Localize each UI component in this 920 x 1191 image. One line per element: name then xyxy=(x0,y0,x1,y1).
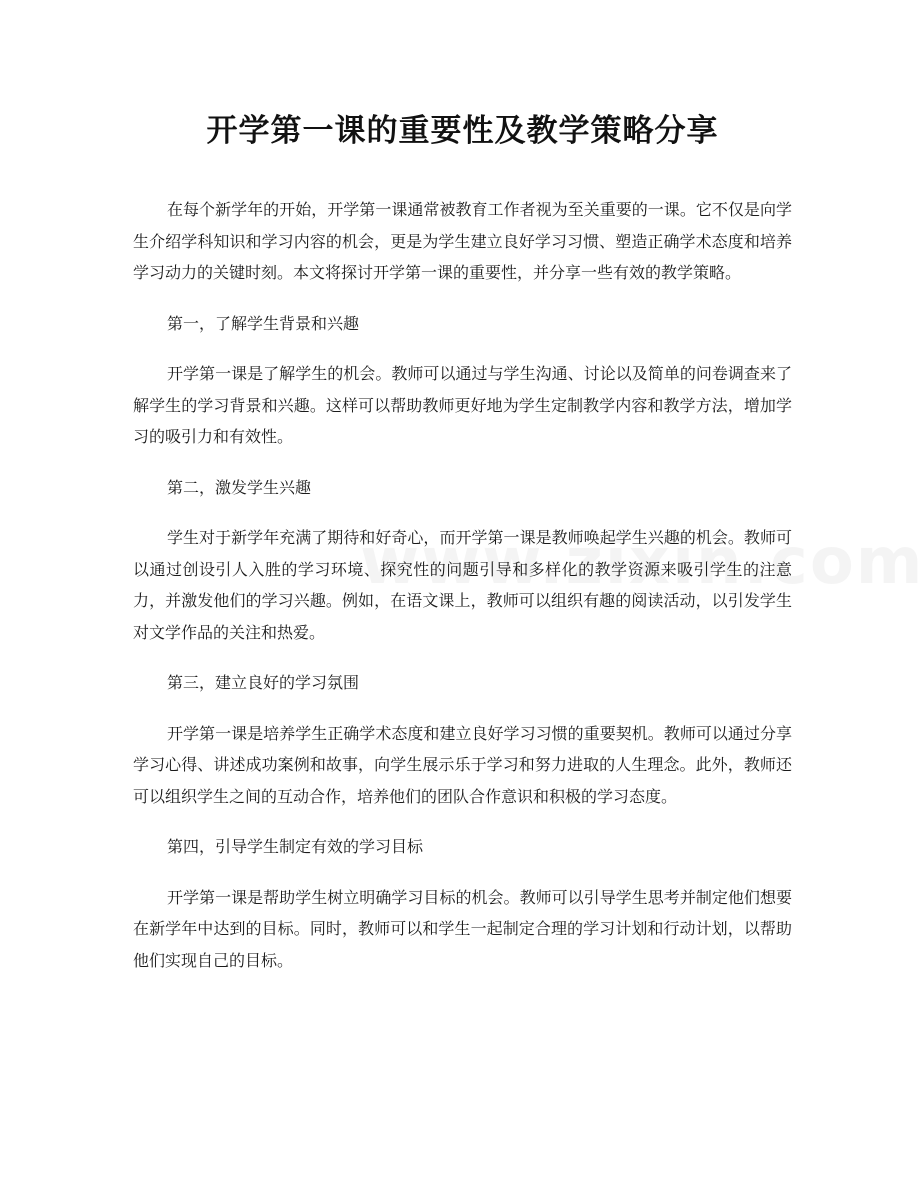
intro-paragraph: 在每个新学年的开始，开学第一课通常被教育工作者视为至关重要的一课。它不仅是向学生介绍学科知识和学习内容的机会，更是为学生建立良好学习习惯、塑造正确学术态度和培养学习动力的关键时刻。本文将探讨开学第一课的重要性，并分享一些有效的教学策略。 xyxy=(133,200,792,282)
section-heading-1: 第一，了解学生背景和兴趣 xyxy=(167,313,360,333)
section-body-4: 开学第一课是帮助学生树立明确学习目标的机会。教师可以引导学生思考并制定他们想要在新学年中达到的目标。同时，教师可以和学生一起制定合理的学习计划和行动计划，以帮助他们实现自己的目标。 xyxy=(133,887,792,970)
section-heading-2: 第二，激发学生兴趣 xyxy=(167,477,312,497)
section-body-1: 开学第一课是了解学生的机会。教师可以通过与学生沟通、讨论以及简单的问卷调查来了解学生的学习背景和兴趣。这样可以帮助教师更好地为学生定制教学内容和教学方法，增加学习的吸引力和有效性。 xyxy=(133,364,792,446)
section-heading-3: 第三，建立良好的学习氛围 xyxy=(167,673,360,692)
section-body-3: 开学第一课是培养学生正确学术态度和建立良好学习习惯的重要契机。教师可以通过分享学习心得、讲述成功案例和故事，向学生展示乐于学习和努力进取的人生理念。此外，教师还可以组织学生之间的互动合作，培养他们的团队合作意识和积极的学习态度。 xyxy=(133,723,792,806)
section-body-2: 学生对于新学年充满了期待和好奇心，而开学第一课是教师唤起学生兴趣的机会。教师可以通过创设引人入胜的学习环境、探究性的问题引导和多样化的教学资源来吸引学生的注意力，并激发他们的学习兴趣。例如，在语文课上，教师可以组织有趣的阅读活动，以引发学生对文学作品的关注和热爱。 xyxy=(133,528,792,642)
document-title: 开学第一课的重要性及教学策略分享 xyxy=(206,113,719,149)
section-heading-4: 第四，引导学生制定有效的学习目标 xyxy=(167,837,424,856)
